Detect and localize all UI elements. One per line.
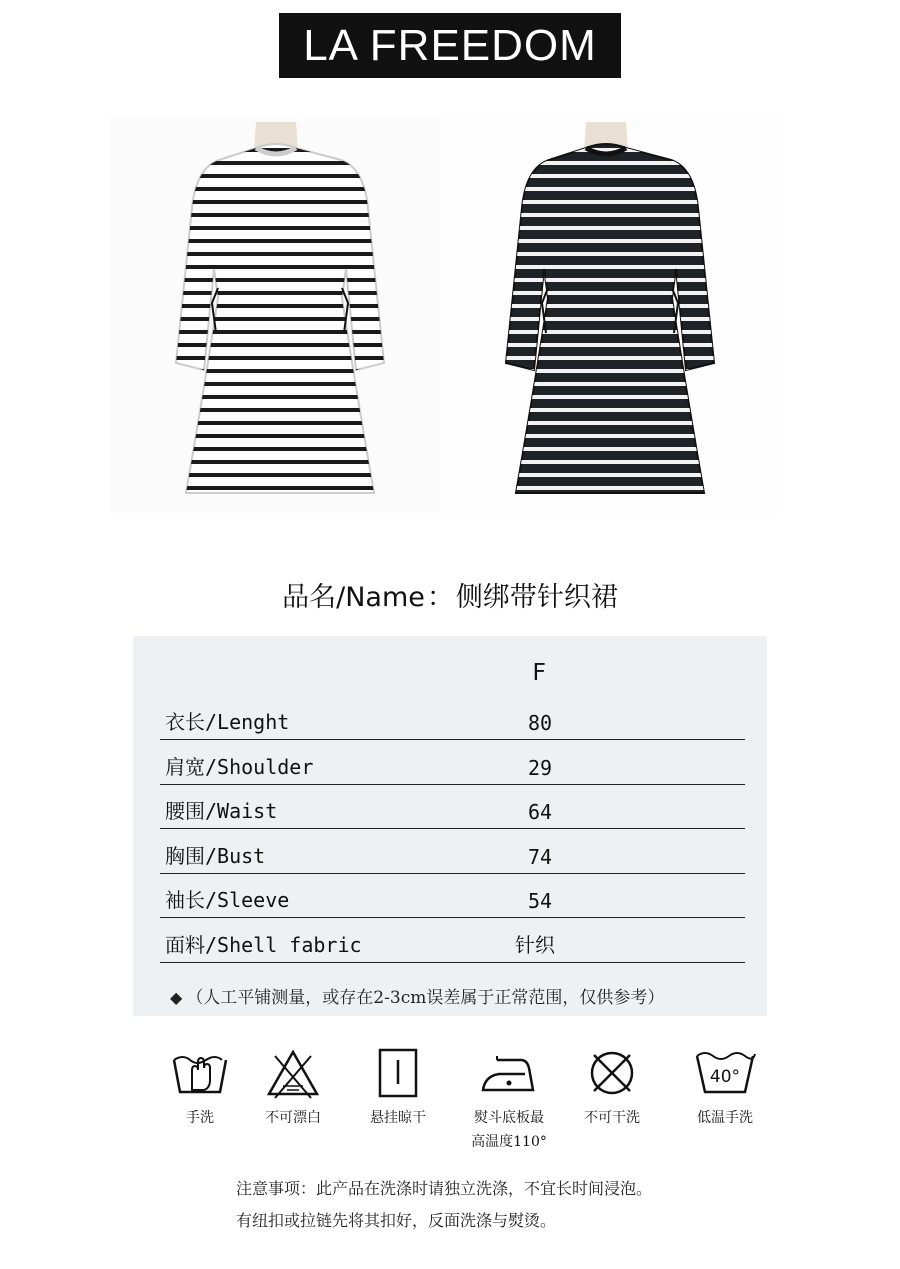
dress-stripe [440,174,780,178]
row-value: 54 [527,889,553,913]
black-striped-dress-image [440,118,780,513]
dress-stripe [110,395,450,399]
dress-stripe [110,278,450,282]
dress-stripe [440,304,780,308]
dress-stripe [110,356,450,360]
size-row-fabric [160,918,745,963]
dress-stripe [440,343,780,347]
dress-stripe [440,226,780,230]
dress-stripe [110,239,450,243]
care-label: 熨斗底板最 高温度110° [471,1110,547,1150]
dress-stripe [440,369,780,373]
product-name-label: 品名/Name [282,582,425,613]
dress-stripe [110,304,450,308]
wash-40-icon [693,1046,757,1102]
size-row-bust [160,829,745,874]
product-name: 侧绑带针织裙 [455,582,618,613]
brand-logo: LA FREEDOM [279,13,621,78]
dress-stripe [440,187,780,191]
care-wash-40 [670,1046,780,1130]
row-value: 针织 [515,933,555,957]
dress-stripe [440,382,780,386]
dress-stripe [110,317,450,321]
dress-stripe [440,265,780,269]
row-value: 29 [527,756,553,780]
dress-stripe [110,486,450,490]
dress-stripe [110,434,450,438]
dress-stripe [440,421,780,425]
dress-stripe [110,421,450,425]
size-row-shoulder [160,740,745,785]
care-label: 不可干洗 [584,1110,640,1126]
dress-stripe [110,382,450,386]
dress-stripe [110,473,450,477]
dress-stripe [440,200,780,204]
dress-stripe [440,434,780,438]
dress-stripe [110,213,450,217]
line-dry-icon [366,1046,430,1102]
care-label: 手洗 [186,1110,214,1126]
size-row-sleeve [160,873,745,918]
product-photo-black [440,118,780,513]
dress-stripe [110,291,450,295]
care-line-dry [343,1046,453,1130]
dress-stripe [110,226,450,230]
row-label: 腰围/Waist [165,799,278,823]
dress-stripe [110,161,450,165]
row-label: 胸围/Bust [165,844,266,868]
size-row-length [160,695,745,740]
size-row-waist [160,784,745,829]
dress-stripe [110,343,450,347]
dress-stripe [440,317,780,321]
dress-stripe [110,187,450,191]
dress-stripe [110,447,450,451]
dress-stripe [110,369,450,373]
dress-stripe [440,408,780,412]
dress-stripe [440,395,780,399]
dress-stripe [110,200,450,204]
care-no-dry-clean [557,1046,667,1130]
dress-stripe [440,213,780,217]
care-label: 低温手洗 [697,1110,753,1126]
product-colon: ： [426,582,454,613]
dress-stripe [440,460,780,464]
product-photo-white [110,118,450,513]
row-label: 衣长/Lenght [165,710,290,734]
hand-wash-icon [168,1046,232,1102]
row-value: 74 [527,845,553,869]
note-text: （人工平铺测量，或存在2-3cm误差属于正常范围，仅供参考） [186,988,665,1008]
wash-temperature: 40° [709,1067,741,1087]
dress-stripe [110,460,450,464]
row-value: 80 [527,711,553,735]
measurement-note [170,983,664,1008]
no-bleach-icon [261,1046,325,1102]
white-striped-dress-image [110,118,450,513]
iron-icon [477,1046,541,1102]
dress-stripe [110,408,450,412]
dress-stripe [440,356,780,360]
dress-stripe [440,473,780,477]
care-warning-1: 注意事项：此产品在洗涤时请独立洗涤，不宜长时间浸泡。 [236,1179,653,1198]
dress-stripe [110,252,450,256]
dress-stripe [440,278,780,282]
dress-stripe [110,174,450,178]
dress-stripe [440,161,780,165]
product-title [0,575,900,614]
care-warning-2: 有纽扣或拉链先将其扣好，反面洗涤与熨烫。 [236,1211,557,1230]
dress-stripe [110,265,450,269]
diamond-icon: ◆ [170,988,183,1007]
care-iron [454,1046,564,1154]
dress-stripe [110,330,450,334]
row-value: 64 [527,800,553,824]
dress-stripe [440,447,780,451]
row-label: 袖长/Sleeve [165,888,290,912]
no-dry-clean-icon [580,1046,644,1102]
dress-stripe [440,252,780,256]
dress-stripe [440,291,780,295]
care-label: 悬挂晾干 [370,1110,426,1126]
dress-stripe [440,330,780,334]
row-label: 肩宽/Shoulder [165,755,314,779]
care-label: 不可漂白 [265,1110,321,1126]
dress-stripe [440,486,780,490]
row-label: 面料/Shell fabric [165,933,362,957]
care-no-bleach [238,1046,348,1130]
dress-stripe [440,239,780,243]
size-column-header: F [532,660,546,686]
